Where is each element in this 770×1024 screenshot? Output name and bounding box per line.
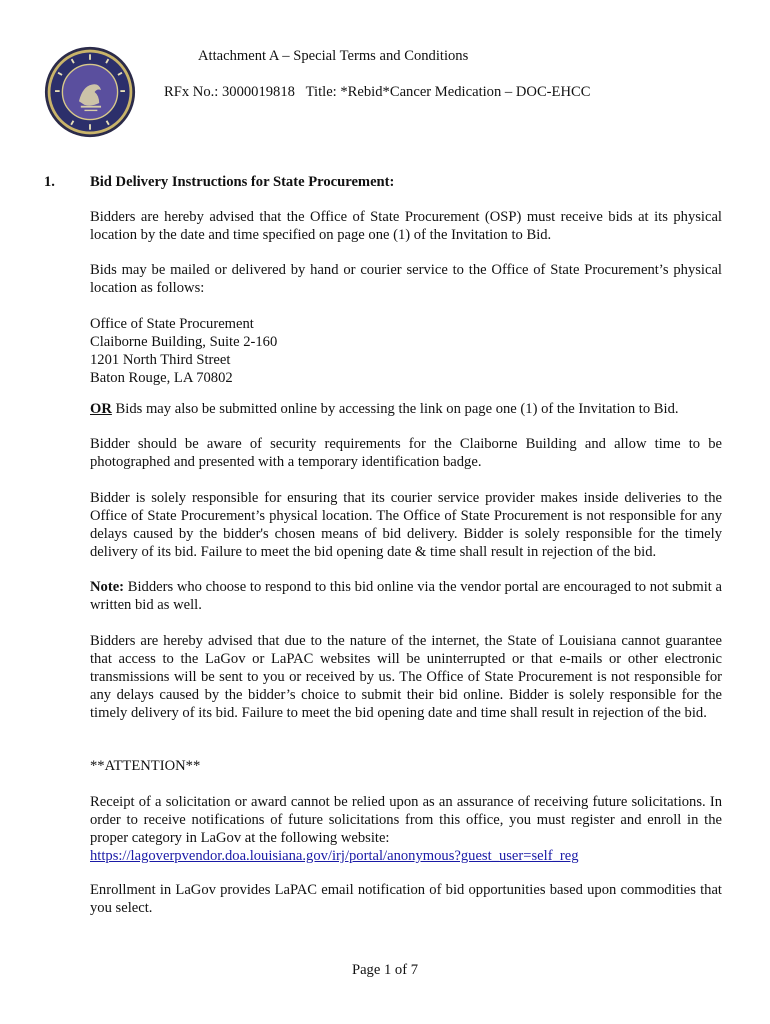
paragraph-3	[90, 435, 722, 471]
paragraph-text: Bidders are hereby advised that due to the nature of the internet, the State of Louisiana cannot guarantee that access to the LaGov or LaPAC websites will be uninterrupted or that e-mails or other electronic transmissions will be sent to you or received by us. The Office of State Procurement is not responsible for any delays caused by the bidder’s choice to submit their bid online. Bidder is solely responsible for the timely delivery of its bid. Failure to meet the bid opening date and time shall result in rejection of the bid.	[90, 633, 722, 721]
attention-text: **ATTENTION**	[90, 758, 201, 774]
address-line: Claiborne Building, Suite 2-160	[90, 334, 278, 350]
paragraph-4	[90, 489, 722, 561]
address-line: Office of State Procurement	[90, 316, 254, 332]
paragraph-6	[90, 793, 722, 865]
address-line: 1201 North Third Street	[90, 352, 231, 368]
paragraph-5	[90, 632, 722, 722]
note-text: Bidders who choose to respond to this bid online via the vendor portal are encouraged to not submit a written bid as well.	[90, 579, 722, 613]
paragraph-text: Bidder is solely responsible for ensuring that its courier service provider makes inside deliveries to the Office of State Procurement’s physical location. The Office of State Procurement is not responsible for any delays caused by the bidder's chosen means of bid delivery. Bidder is solely responsible for the timely delivery of its bid. Failure to meet the bid opening date & time shall result in rejection of the bid.	[90, 490, 722, 560]
paragraph-text: Bidders are hereby advised that the Office of State Procurement (OSP) must receive bids at its physical location by the date and time specified on page one (1) of the Invitation to Bid.	[90, 209, 722, 243]
registration-link[interactable]: https://lagoverpvendor.doa.louisiana.gov/irj/portal/anonymous?guest_user=self_reg	[90, 848, 579, 864]
online-option-paragraph	[90, 400, 722, 418]
page-number: Page 1 of 7	[351, 962, 419, 978]
state-seal-logo	[44, 46, 136, 138]
address-block	[90, 315, 722, 387]
address-line: Baton Rouge, LA 70802	[90, 370, 233, 386]
document-title: Attachment A – Special Terms and Conditions	[198, 48, 469, 64]
paragraph-2	[90, 261, 722, 297]
note-paragraph	[90, 578, 722, 614]
paragraph-1	[90, 208, 722, 244]
paragraph-text: Bids may be mailed or delivered by hand or courier service to the Office of State Procurement’s physical location as follows:	[90, 262, 722, 296]
section-title: Bid Delivery Instructions for State Procurement:	[90, 174, 395, 190]
paragraph-7	[90, 881, 722, 917]
attention-heading	[90, 757, 722, 775]
note-label: Note:	[90, 579, 125, 595]
paragraph-text: Bidder should be aware of security requirements for the Claiborne Building and allow time to be photographed and presented with a temporary identification badge.	[90, 436, 722, 470]
or-label: OR	[90, 401, 112, 417]
or-text: Bids may also be submitted online by accessing the link on page one (1) of the Invitation to Bid.	[111, 401, 679, 417]
paragraph-text: Receipt of a solicitation or award cannot be relied upon as an assurance of receiving future solicitations. In order to receive notifications of future solicitations from this office, you must register and enroll in the proper category in LaGov at the following website:	[90, 794, 722, 846]
rfx-line: RFx No.: 3000019818 Title: *Rebid*Cancer Medication – DOC-EHCC	[164, 84, 591, 100]
paragraph-text: Enrollment in LaGov provides LaPAC email notification of bid opportunities based upon commodities that you select.	[90, 882, 722, 916]
section-number: 1.	[44, 174, 55, 190]
